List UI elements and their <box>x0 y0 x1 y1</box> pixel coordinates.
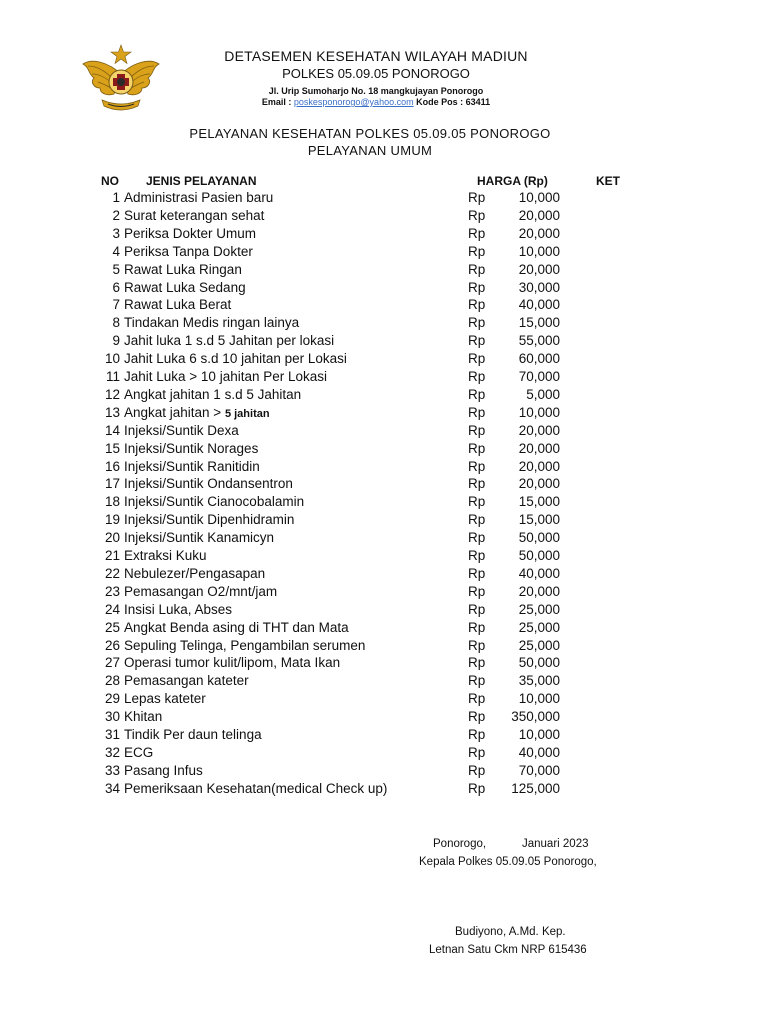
service-name-text: Sepuling Telinga, Pengambilan serumen <box>124 637 366 653</box>
service-name-text: Tindik Per daun telinga <box>124 727 262 742</box>
row-number: 17 <box>104 476 120 492</box>
service-name <box>124 226 256 241</box>
table-row <box>0 602 768 620</box>
service-name <box>124 548 207 563</box>
row-number: 26 <box>104 637 120 653</box>
service-price: 40,000 <box>518 297 560 313</box>
service-name <box>124 297 231 312</box>
table-row <box>0 387 768 405</box>
row-number: 18 <box>104 494 120 510</box>
service-price: 30,000 <box>518 279 560 295</box>
currency-label: Rp <box>468 762 486 778</box>
row-number: 19 <box>104 512 120 528</box>
service-name-text: Rawat Luka Ringan <box>124 261 242 277</box>
service-price: 20,000 <box>518 583 560 599</box>
row-number: 16 <box>104 458 120 474</box>
currency-label: Rp <box>468 458 486 474</box>
row-number: 33 <box>104 762 120 778</box>
table-row <box>0 423 768 441</box>
service-name-text: Jahit Luka > 10 jahitan Per Lokasi <box>124 369 328 384</box>
service-price: 10,000 <box>518 190 560 205</box>
table-row <box>0 351 768 369</box>
table-row <box>0 566 768 584</box>
service-price: 70,000 <box>518 762 560 778</box>
org-name-line1: DETASEMEN KESEHATAN WILAYAH MADIUN <box>224 48 528 64</box>
service-price: 15,000 <box>518 315 560 331</box>
service-name-text: Operasi tumor kulit/lipom, Mata Ikan <box>124 655 341 671</box>
currency-label: Rp <box>468 243 486 259</box>
service-name-text: Periksa Dokter Umum <box>124 225 257 241</box>
service-name <box>124 244 253 259</box>
currency-label: Rp <box>468 619 486 635</box>
service-price: 10,000 <box>518 404 560 420</box>
row-number: 31 <box>104 727 120 742</box>
service-name-text: Pemasangan O2/mnt/jam <box>124 583 278 599</box>
service-price: 40,000 <box>518 744 560 760</box>
table-row <box>0 190 768 208</box>
table-row <box>0 476 768 494</box>
service-name <box>124 459 260 474</box>
service-name-text: Rawat Luka Berat <box>124 297 232 313</box>
table-row <box>0 226 768 244</box>
currency-label: Rp <box>468 673 486 689</box>
service-price: 25,000 <box>518 637 560 653</box>
signatory-name: Budiyono, A.Md. Kep. <box>455 926 566 938</box>
currency-label: Rp <box>468 225 486 241</box>
service-name <box>124 530 274 545</box>
service-name-text: Administrasi Pasien baru <box>124 190 274 205</box>
signature-position: Kepala Polkes 05.09.05 Ponorogo, <box>419 856 597 868</box>
service-name <box>124 512 294 527</box>
service-name <box>124 673 249 688</box>
table-row <box>0 673 768 691</box>
service-name <box>124 494 304 509</box>
row-number: 2 <box>112 207 120 223</box>
service-price: 20,000 <box>518 207 560 223</box>
row-number: 21 <box>104 548 120 563</box>
table-row <box>0 405 768 423</box>
currency-label: Rp <box>468 512 486 528</box>
service-name-text: Injeksi/Suntik Ondansentron <box>124 476 293 492</box>
row-number: 23 <box>104 583 120 599</box>
service-name <box>124 602 232 617</box>
table-row <box>0 494 768 512</box>
row-number: 34 <box>104 780 120 796</box>
currency-label: Rp <box>468 386 486 402</box>
service-name-text: Lepas kateter <box>124 691 206 707</box>
service-name <box>124 566 265 581</box>
row-number: 7 <box>112 297 120 313</box>
table-row <box>0 280 768 298</box>
email-label: Email : <box>261 97 294 107</box>
service-name-text: Angkat Benda asing di THT dan Mata <box>124 619 349 635</box>
service-price: 50,000 <box>518 548 560 563</box>
table-row <box>0 781 768 799</box>
table-row <box>0 208 768 226</box>
service-name <box>124 387 301 402</box>
service-name-text: Tindakan Medis ringan lainya <box>124 315 300 331</box>
currency-label: Rp <box>468 530 486 546</box>
table-row <box>0 297 768 315</box>
service-price: 25,000 <box>518 601 560 617</box>
table-row <box>0 709 768 727</box>
service-price: 50,000 <box>518 530 560 546</box>
row-number: 32 <box>104 744 120 760</box>
currency-label: Rp <box>468 207 486 223</box>
table-row <box>0 441 768 459</box>
service-price: 10,000 <box>518 243 560 259</box>
service-price: 350,000 <box>511 709 560 725</box>
service-price: 50,000 <box>518 655 560 671</box>
service-name-text: Nebulezer/Pengasapan <box>124 565 266 581</box>
service-name <box>124 441 258 456</box>
service-name <box>124 405 270 420</box>
service-name <box>124 763 203 778</box>
row-number: 24 <box>104 601 120 617</box>
service-name-text: Injeksi/Suntik Dexa <box>124 422 239 438</box>
service-price: 20,000 <box>518 225 560 241</box>
table-row <box>0 638 768 656</box>
column-header-price: HARGA (Rp) <box>477 174 548 188</box>
row-number: 15 <box>104 440 120 456</box>
service-name <box>124 620 349 635</box>
service-name <box>124 315 299 330</box>
service-name <box>124 262 242 277</box>
service-name <box>124 727 262 742</box>
table-row <box>0 244 768 262</box>
service-name <box>124 280 246 295</box>
column-header-note: KET <box>596 174 620 188</box>
currency-label: Rp <box>468 190 486 205</box>
table-row <box>0 369 768 387</box>
service-name-text: Injeksi/Suntik Dipenhidramin <box>124 512 295 528</box>
service-price: 70,000 <box>518 369 560 384</box>
currency-label: Rp <box>468 655 486 671</box>
currency-label: Rp <box>468 583 486 599</box>
service-name-text: Angkat jahitan 1 s.d 5 Jahitan <box>124 386 302 402</box>
org-name-line2: POLKES 05.09.05 PONOROGO <box>282 66 470 81</box>
currency-label: Rp <box>468 476 486 492</box>
service-price: 60,000 <box>518 351 560 367</box>
currency-label: Rp <box>468 351 486 367</box>
currency-label: Rp <box>468 691 486 707</box>
currency-label: Rp <box>468 297 486 313</box>
service-price: 20,000 <box>518 422 560 438</box>
org-address: Jl. Urip Sumoharjo No. 18 mangkujayan Ponorogo <box>268 86 484 96</box>
service-name-text: Injeksi/Suntik Kanamicyn <box>124 530 275 546</box>
service-name <box>124 423 239 438</box>
column-header-service: JENIS PELAYANAN <box>146 174 257 188</box>
currency-label: Rp <box>468 601 486 617</box>
currency-label: Rp <box>468 333 486 349</box>
row-number: 27 <box>104 655 120 671</box>
column-header-no: NO <box>101 174 119 188</box>
service-price: 20,000 <box>518 476 560 492</box>
row-number: 3 <box>112 225 120 241</box>
currency-label: Rp <box>468 780 486 796</box>
service-price: 20,000 <box>518 458 560 474</box>
currency-label: Rp <box>468 369 486 384</box>
currency-label: Rp <box>468 565 486 581</box>
signature-place: Ponorogo, <box>433 838 487 850</box>
row-number: 4 <box>112 243 120 259</box>
military-health-emblem-icon <box>80 44 162 114</box>
service-name <box>124 638 365 653</box>
table-row <box>0 691 768 709</box>
service-name <box>124 208 264 223</box>
service-name-text: Injeksi/Suntik Ranitidin <box>124 458 260 474</box>
row-number: 8 <box>112 315 120 331</box>
service-name-text: Jahit luka 1 s.d 5 Jahitan per lokasi <box>124 333 335 349</box>
service-price: 15,000 <box>518 494 560 510</box>
service-name-text: ECG <box>124 744 154 760</box>
signatory-rank-nrp: Letnan Satu Ckm NRP 615436 <box>429 944 587 956</box>
row-number: 29 <box>104 691 120 707</box>
service-price: 125,000 <box>511 780 560 796</box>
service-name-text: Jahit Luka 6 s.d 10 jahitan per Lokasi <box>124 351 347 367</box>
service-price: 15,000 <box>518 512 560 528</box>
row-number: 22 <box>104 565 120 581</box>
table-row <box>0 530 768 548</box>
service-name-text: Angkat jahitan > <box>124 404 225 420</box>
org-contact-line <box>170 97 582 107</box>
table-row <box>0 333 768 351</box>
currency-label: Rp <box>468 315 486 331</box>
service-price: 10,000 <box>518 691 560 707</box>
service-price: 10,000 <box>518 727 560 742</box>
service-price: 55,000 <box>518 333 560 349</box>
service-name-text: Rawat Luka Sedang <box>124 279 246 295</box>
service-name-text: Extraksi Kuku <box>124 548 207 563</box>
table-row <box>0 763 768 781</box>
currency-label: Rp <box>468 744 486 760</box>
service-name-suffix: 5 jahitan <box>224 407 270 420</box>
postal-code: Kode Pos : 63411 <box>413 97 491 107</box>
row-number: 28 <box>104 673 120 689</box>
service-price: 25,000 <box>518 619 560 635</box>
service-name-text: Surat keterangan sehat <box>124 207 265 223</box>
row-number: 1 <box>112 190 120 205</box>
table-row <box>0 512 768 530</box>
service-name <box>124 691 206 706</box>
service-name-text: Periksa Tanpa Dokter <box>124 243 253 259</box>
service-name <box>124 369 327 384</box>
service-name-text: Pasang Infus <box>124 762 203 778</box>
service-price: 40,000 <box>518 565 560 581</box>
currency-label: Rp <box>468 494 486 510</box>
row-number: 6 <box>112 279 120 295</box>
table-row <box>0 584 768 602</box>
table-row <box>0 459 768 477</box>
row-number: 13 <box>104 404 120 420</box>
row-number: 30 <box>104 709 120 725</box>
service-name <box>124 781 387 796</box>
table-row <box>0 315 768 333</box>
service-price: 20,000 <box>518 261 560 277</box>
row-number: 20 <box>104 530 120 546</box>
document-title: PELAYANAN KESEHATAN POLKES 05.09.05 PONOROGO <box>189 126 551 141</box>
row-number: 14 <box>104 422 120 438</box>
table-row <box>0 262 768 280</box>
currency-label: Rp <box>468 261 486 277</box>
service-name <box>124 655 340 670</box>
service-name-text: Pemasangan kateter <box>124 673 249 689</box>
service-name <box>124 190 273 205</box>
currency-label: Rp <box>468 637 486 653</box>
service-name <box>124 709 162 724</box>
row-number: 9 <box>112 333 120 349</box>
email-link[interactable]: poskesponorogo@yahoo.com <box>293 97 414 107</box>
service-price: 35,000 <box>518 673 560 689</box>
service-name-text: Injeksi/Suntik Norages <box>124 440 259 456</box>
service-name-text: Injeksi/Suntik Cianocobalamin <box>124 494 305 510</box>
service-name <box>124 476 293 491</box>
table-row <box>0 620 768 638</box>
row-number: 11 <box>105 369 120 384</box>
currency-label: Rp <box>468 440 486 456</box>
currency-label: Rp <box>468 279 486 295</box>
currency-label: Rp <box>468 422 486 438</box>
service-name-text: Khitan <box>124 709 163 725</box>
currency-label: Rp <box>468 548 486 563</box>
service-name <box>124 351 347 366</box>
table-row <box>0 727 768 745</box>
currency-label: Rp <box>468 404 486 420</box>
currency-label: Rp <box>468 727 486 742</box>
service-price: 5,000 <box>526 386 560 402</box>
row-number: 12 <box>104 386 120 402</box>
service-name <box>124 745 153 760</box>
row-number: 25 <box>104 619 120 635</box>
service-name <box>124 584 277 599</box>
document-subtitle: PELAYANAN UMUM <box>307 143 433 158</box>
row-number: 5 <box>112 261 120 277</box>
service-name-text: Insisi Luka, Abses <box>124 601 233 617</box>
service-name-text: Pemeriksaan Kesehatan(medical Check up) <box>124 780 388 796</box>
currency-label: Rp <box>468 709 486 725</box>
row-number: 10 <box>104 351 120 367</box>
service-name <box>124 333 334 348</box>
signature-date: Januari 2023 <box>522 838 589 850</box>
table-row <box>0 548 768 566</box>
table-row <box>0 655 768 673</box>
table-row <box>0 745 768 763</box>
service-price: 20,000 <box>518 440 560 456</box>
